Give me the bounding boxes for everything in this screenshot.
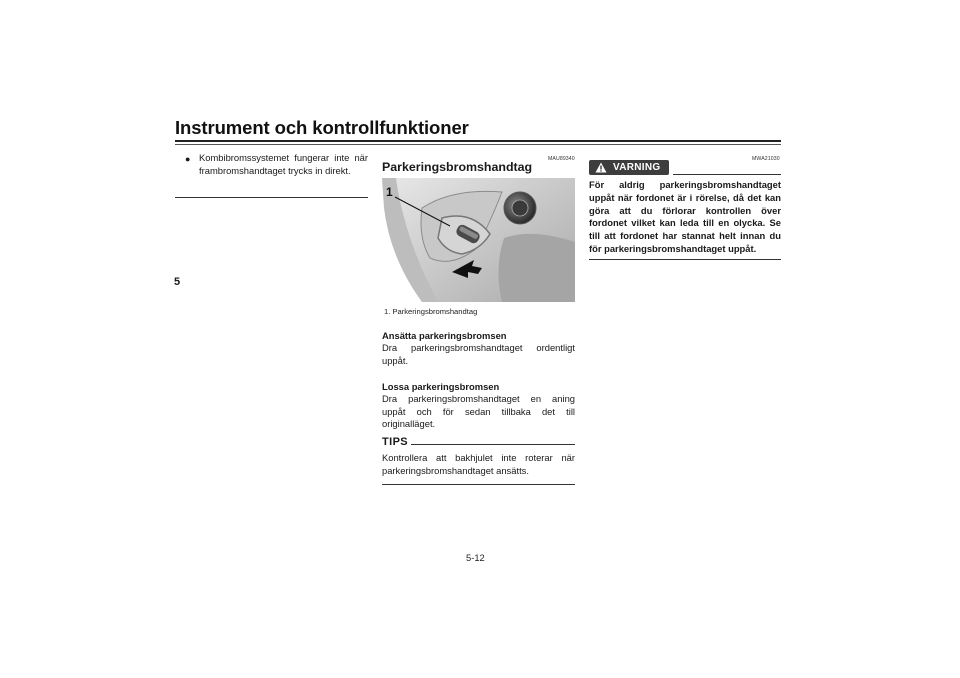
header-rule [175, 140, 781, 142]
warning-triangle-icon [595, 162, 607, 173]
page-title: Instrument och kontrollfunktioner [175, 117, 469, 138]
release-heading: Lossa parkeringsbromsen [382, 381, 500, 392]
tips-text: Kontrollera att bakhjulet inte roterar när parkeringsbromshandtaget ansätts. [382, 452, 575, 476]
release-text: Dra parkeringsbromshandtaget en aning uppåt och för sedan tillbaka det till originalläget. [382, 393, 575, 430]
apply-heading: Ansätta parkeringsbromsen [382, 330, 507, 341]
warning-rule-top [673, 174, 781, 175]
warning-label: VARNING [613, 162, 661, 173]
section-code: MAU89340 [548, 156, 575, 162]
callout-number: 1 [386, 185, 393, 199]
section-heading: Parkeringsbromshandtag [382, 160, 533, 174]
warning-text: För aldrig parkeringsbromshandtaget uppåt när fordonet är i rörelse, då det kan göra att du förlorar kontrollen över fordonet vilket kan leda till en olycka. Se till att fordonet har stannat helt innan du för parkeringsbromshandtaget uppåt. [589, 179, 781, 254]
section-divider [175, 197, 368, 198]
warning-code: MWA21030 [752, 156, 780, 162]
figure-caption: 1. Parkeringsbromshandtag [384, 307, 478, 316]
parking-brake-lever-figure [382, 178, 575, 302]
chapter-tab: 5 [174, 276, 181, 288]
header-rule-thin [175, 144, 781, 145]
apply-text: Dra parkeringsbromshandtaget ordentligt uppåt. [382, 342, 575, 366]
warning-badge [589, 160, 669, 175]
bullet-icon: ● [185, 154, 191, 164]
tips-rule-top [411, 444, 575, 445]
tips-label: TIPS [382, 436, 409, 448]
combi-brake-note: Kombibromssystemet fungerar inte när frambromshandtaget trycks in direkt. [199, 152, 368, 176]
page-number: 5-12 [466, 552, 485, 563]
tips-rule-bottom [382, 484, 575, 485]
warning-rule-bottom [589, 259, 781, 260]
